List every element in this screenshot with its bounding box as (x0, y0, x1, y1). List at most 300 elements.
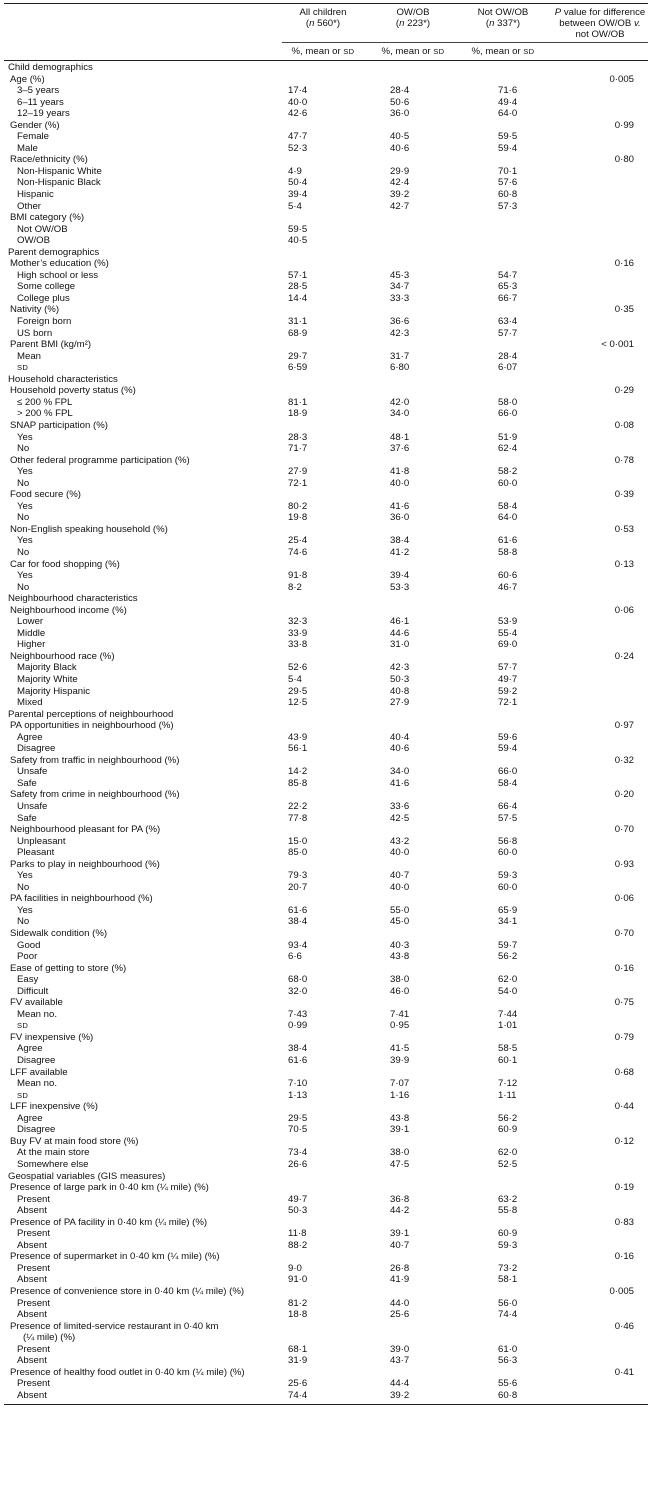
value-ow-ob: 53·3 (390, 581, 410, 593)
value-all-children (278, 1032, 368, 1044)
value-not-ow-ob (458, 524, 548, 536)
value-p: 0·06 (614, 604, 634, 616)
variable-row (0, 1136, 652, 1148)
value-all-children: 6·59 (288, 362, 308, 374)
row-label: Sidewalk condition (%) (10, 928, 108, 940)
value-all-children (278, 374, 368, 386)
value-ow-ob: 50·6 (390, 96, 410, 108)
category-row (0, 1240, 652, 1252)
row-label: Non-English speaking household (%) (10, 523, 168, 535)
value-ow-ob: 46·1 (390, 616, 410, 628)
row-label: Ease of getting to store (%) (10, 962, 127, 974)
value-ow-ob (368, 154, 458, 166)
row-label: SNAP participation (%) (10, 419, 108, 431)
category-row (0, 1344, 652, 1356)
value-all-children: 17·4 (288, 85, 308, 97)
value-not-ow-ob: 60·8 (498, 1389, 518, 1401)
value-all-children: 85·8 (288, 777, 308, 789)
value-p: 0·005 (609, 1285, 634, 1297)
value-p: 0·35 (614, 304, 634, 316)
category-row (0, 535, 652, 547)
value-ow-ob: 50·3 (390, 673, 410, 685)
value-all-children: 29·5 (288, 1112, 308, 1124)
value-not-ow-ob (458, 385, 548, 397)
value-p (548, 85, 652, 97)
category-row (0, 201, 652, 213)
row-label: FV available (10, 997, 63, 1009)
row-label: Pleasant (17, 847, 55, 859)
value-all-children: 31·9 (288, 1355, 308, 1367)
value-p: 0·08 (614, 419, 634, 431)
row-label: Yes (17, 870, 33, 882)
value-p (548, 1171, 652, 1183)
value-ow-ob: 42·3 (390, 327, 410, 339)
value-ow-ob (368, 1251, 458, 1263)
value-ow-ob (368, 1032, 458, 1044)
value-all-children: 29·7 (288, 350, 308, 362)
value-all-children: 43·9 (288, 731, 308, 743)
row-label: Disagree (17, 743, 56, 755)
section-row (0, 709, 652, 721)
value-not-ow-ob (458, 755, 548, 767)
value-all-children: 38·4 (288, 916, 308, 928)
row-label: Presence of PA facility in 0·40 km (¼ mile) (%) (10, 1216, 208, 1228)
value-all-children (278, 1171, 368, 1183)
value-p (548, 940, 652, 952)
value-p (548, 97, 652, 109)
value-all-children (278, 1251, 368, 1263)
value-p (548, 408, 652, 420)
row-label: BMI category (%) (10, 212, 85, 224)
row-label: Middle (17, 627, 46, 639)
value-ow-ob (368, 755, 458, 767)
value-ow-ob: 43·2 (390, 835, 410, 847)
p-line1: value for difference (561, 7, 646, 18)
value-all-children: 68·1 (288, 1343, 308, 1355)
value-not-ow-ob (458, 62, 548, 74)
value-ow-ob: 41·5 (390, 1043, 410, 1055)
value-all-children: 74·6 (288, 546, 308, 558)
category-row (0, 270, 652, 282)
value-ow-ob: 7·07 (390, 1078, 410, 1090)
value-all-children (278, 1136, 368, 1148)
value-all-children: 77·8 (288, 812, 308, 824)
category-row (0, 328, 652, 340)
value-ow-ob: 48·1 (390, 431, 410, 443)
value-all-children: 32·3 (288, 616, 308, 628)
value-p: 0·16 (614, 962, 634, 974)
row-label: Absent (17, 1309, 47, 1321)
value-all-children (278, 720, 368, 732)
header-n-value: 560* (314, 18, 337, 29)
row-label: Hispanic (17, 189, 54, 201)
value-p (548, 1378, 652, 1390)
value-ow-ob: 6·80 (390, 362, 410, 374)
value-p (548, 189, 652, 201)
category-row (0, 1055, 652, 1067)
header-n-label: n (399, 18, 405, 29)
value-p (548, 512, 652, 524)
value-ow-ob (368, 339, 458, 351)
value-all-children: 14·4 (288, 292, 308, 304)
value-not-ow-ob: 59·4 (498, 142, 518, 154)
variable-row (0, 1101, 652, 1113)
category-row (0, 1378, 652, 1390)
value-not-ow-ob (458, 120, 548, 132)
p-line2-v: v. (633, 18, 641, 29)
category-row (0, 974, 652, 986)
value-all-children: 59·5 (288, 223, 308, 235)
p-line3: not OW/OB (575, 29, 625, 40)
value-all-children: 12·5 (288, 697, 308, 709)
category-row (0, 732, 652, 744)
row-label: Absent (17, 1205, 47, 1217)
row-label: Female (17, 131, 49, 143)
value-ow-ob: 40·0 (390, 477, 410, 489)
value-not-ow-ob: 65·3 (498, 281, 518, 293)
variable-row (0, 212, 652, 224)
value-all-children: 38·4 (288, 1043, 308, 1055)
value-not-ow-ob (458, 928, 548, 940)
value-ow-ob (368, 859, 458, 871)
row-label: Non-Hispanic White (17, 165, 102, 177)
row-label: (¼ mile) (%) (23, 1332, 76, 1344)
header-not-ow-ob (458, 7, 548, 40)
category-row (0, 466, 652, 478)
value-p (548, 1355, 652, 1367)
variable-row (0, 997, 652, 1009)
value-ow-ob (368, 789, 458, 801)
variable-row (0, 963, 652, 975)
value-p (548, 1159, 652, 1171)
category-row (0, 478, 652, 490)
row-label: Parent BMI (kg/m²) (10, 339, 92, 351)
value-not-ow-ob (458, 651, 548, 663)
category-row (0, 108, 652, 120)
value-ow-ob: 40·0 (390, 847, 410, 859)
value-all-children (278, 928, 368, 940)
row-label: Majority Black (17, 662, 77, 674)
value-not-ow-ob: 62·0 (498, 974, 518, 986)
value-not-ow-ob: 63·4 (498, 316, 518, 328)
value-p (548, 801, 652, 813)
value-p (548, 1344, 652, 1356)
value-all-children: 68·0 (288, 974, 308, 986)
value-p (548, 270, 652, 282)
value-p: 0·46 (614, 1320, 634, 1332)
value-ow-ob: 44·2 (390, 1205, 410, 1217)
value-ow-ob: 38·4 (390, 535, 410, 547)
category-row (0, 143, 652, 155)
value-p (548, 1020, 652, 1032)
category-row (0, 582, 652, 594)
value-ow-ob: 44·4 (390, 1378, 410, 1390)
value-ow-ob (368, 824, 458, 836)
category-row (0, 616, 652, 628)
value-not-ow-ob (458, 1217, 548, 1229)
value-all-children: 52·3 (288, 142, 308, 154)
value-not-ow-ob: 72·1 (498, 697, 518, 709)
value-ow-ob: 44·0 (390, 1297, 410, 1309)
row-label: No (17, 881, 30, 893)
value-ow-ob: 41·9 (390, 1274, 410, 1286)
value-p (548, 743, 652, 755)
value-not-ow-ob: 54·0 (498, 985, 518, 997)
header-bottom-rule (4, 60, 648, 61)
value-p (548, 916, 652, 928)
value-ow-ob: 37·6 (390, 443, 410, 455)
value-all-children (278, 1321, 368, 1333)
variable-row (0, 1182, 652, 1194)
value-p (548, 1055, 652, 1067)
value-p: 0·80 (614, 154, 634, 166)
value-ow-ob: 40·5 (390, 131, 410, 143)
header-title: OW/OB (396, 7, 430, 18)
category-row (0, 1228, 652, 1240)
row-label: Mean (17, 350, 41, 362)
value-ow-ob (368, 247, 458, 259)
variable-row (0, 1217, 652, 1229)
value-not-ow-ob: 49·4 (498, 96, 518, 108)
value-all-children (278, 859, 368, 871)
value-all-children (278, 709, 368, 721)
category-row (0, 501, 652, 513)
value-ow-ob: 40·0 (390, 881, 410, 893)
row-label: Easy (17, 974, 39, 986)
value-p (548, 732, 652, 744)
variable-row (0, 524, 652, 536)
value-ow-ob: 42·4 (390, 177, 410, 189)
value-not-ow-ob: 60·1 (498, 1055, 518, 1067)
value-p: 0·32 (614, 754, 634, 766)
value-all-children: 5·4 (288, 673, 302, 685)
subheader-row (0, 43, 652, 60)
value-p (548, 1147, 652, 1159)
row-label: Absent (17, 1274, 47, 1286)
value-p (548, 1332, 652, 1344)
category-row (0, 1043, 652, 1055)
value-not-ow-ob: 59·6 (498, 731, 518, 743)
value-not-ow-ob: 66·7 (498, 292, 518, 304)
value-ow-ob (368, 605, 458, 617)
value-ow-ob: 31·0 (390, 639, 410, 651)
value-ow-ob: 27·9 (390, 697, 410, 709)
value-p: 0·70 (614, 824, 634, 836)
row-label: Majority White (17, 673, 78, 685)
value-ow-ob (368, 420, 458, 432)
category-row (0, 1274, 652, 1286)
value-p: 0·16 (614, 1251, 634, 1263)
category-row (0, 1390, 652, 1402)
value-p (548, 224, 652, 236)
variable-row (0, 385, 652, 397)
value-ow-ob: 36·0 (390, 108, 410, 120)
value-all-children: 31·1 (288, 316, 308, 328)
value-p (548, 143, 652, 155)
row-label: Present (17, 1228, 51, 1240)
header-n: (n 223*) (395, 18, 431, 29)
row-label: Other federal programme participation (%) (10, 454, 190, 466)
row-label: Yes (17, 431, 33, 443)
value-not-ow-ob (458, 304, 548, 316)
value-all-children: 9·0 (288, 1262, 302, 1274)
value-ow-ob (368, 651, 458, 663)
variable-row (0, 258, 652, 270)
value-p (548, 362, 652, 374)
category-row (0, 801, 652, 813)
value-all-children: 81·1 (288, 396, 308, 408)
value-all-children: 73·4 (288, 1147, 308, 1159)
value-all-children: 6·6 (288, 951, 302, 963)
value-ow-ob: 47·5 (390, 1158, 410, 1170)
value-not-ow-ob (458, 1032, 548, 1044)
row-label: Safe (17, 812, 37, 824)
row-label: Good (17, 939, 41, 951)
value-not-ow-ob: 59·3 (498, 870, 518, 882)
value-p (548, 616, 652, 628)
value-all-children: 70·5 (288, 1124, 308, 1136)
value-not-ow-ob: 51·9 (498, 431, 518, 443)
category-row (0, 1078, 652, 1090)
value-ow-ob (368, 524, 458, 536)
value-ow-ob: 34·7 (390, 281, 410, 293)
variable-row (0, 755, 652, 767)
value-p (548, 397, 652, 409)
header-all-children (278, 7, 368, 40)
value-all-children: 18·8 (288, 1309, 308, 1321)
value-ow-ob (368, 997, 458, 1009)
value-all-children (278, 489, 368, 501)
header-n-label: n (489, 18, 495, 29)
value-all-children: 68·9 (288, 327, 308, 339)
value-p (548, 281, 652, 293)
row-label: Non-Hispanic Black (17, 177, 101, 189)
header-n-value: 223* (404, 18, 427, 29)
row-label: Present (17, 1297, 51, 1309)
category-row (0, 986, 652, 998)
value-ow-ob (368, 455, 458, 467)
variable-row (0, 605, 652, 617)
value-not-ow-ob: 73·2 (498, 1262, 518, 1274)
value-not-ow-ob: 61·0 (498, 1343, 518, 1355)
value-not-ow-ob: 7·12 (498, 1078, 518, 1090)
value-p (548, 974, 652, 986)
value-not-ow-ob: 66·0 (498, 766, 518, 778)
row-label: Presence of healthy food outlet in 0·40 km (¼ mile) (%) (10, 1366, 245, 1378)
table-body (0, 62, 652, 1401)
row-label: Yes (17, 535, 33, 547)
category-row (0, 235, 652, 247)
value-not-ow-ob: 56·2 (498, 951, 518, 963)
value-all-children: 80·2 (288, 500, 308, 512)
value-not-ow-ob: 28·4 (498, 350, 518, 362)
value-all-children: 47·7 (288, 131, 308, 143)
value-all-children: 25·4 (288, 535, 308, 547)
value-p (548, 432, 652, 444)
row-label: Car for food shopping (%) (10, 558, 120, 570)
category-row (0, 674, 652, 686)
category-row (0, 813, 652, 825)
variable-row (0, 304, 652, 316)
category-row (0, 847, 652, 859)
value-ow-ob: 43·7 (390, 1355, 410, 1367)
value-p (548, 1090, 652, 1102)
variable-row (0, 489, 652, 501)
value-all-children: 27·9 (288, 466, 308, 478)
value-ow-ob (368, 212, 458, 224)
value-all-children: 18·9 (288, 408, 308, 420)
value-not-ow-ob: 56·0 (498, 1297, 518, 1309)
value-all-children: 91·0 (288, 1274, 308, 1286)
top-rule (4, 3, 648, 4)
row-label: Present (17, 1262, 51, 1274)
value-ow-ob (368, 1321, 458, 1333)
row-label: Male (17, 142, 38, 154)
value-not-ow-ob: 56·2 (498, 1112, 518, 1124)
row-label: PA opportunities in neighbourhood (%) (10, 720, 174, 732)
row-label: Child demographics (8, 62, 93, 73)
category-row (0, 432, 652, 444)
header-title: All children (299, 7, 347, 18)
category-row (0, 293, 652, 305)
value-not-ow-ob (458, 997, 548, 1009)
section-row (0, 62, 652, 74)
value-not-ow-ob: 57·3 (498, 200, 518, 212)
value-not-ow-ob (458, 1171, 548, 1183)
value-not-ow-ob: 60·9 (498, 1228, 518, 1240)
value-p (548, 547, 652, 559)
section-row (0, 247, 652, 259)
value-ow-ob: 25·6 (390, 1309, 410, 1321)
row-label: Presence of limited-service restaurant in 0·40 km (10, 1320, 219, 1332)
value-p (548, 1390, 652, 1402)
value-ow-ob: 40·6 (390, 142, 410, 154)
category-row (0, 547, 652, 559)
value-p (548, 628, 652, 640)
value-not-ow-ob: 57·5 (498, 812, 518, 824)
value-p (548, 535, 652, 547)
value-not-ow-ob (458, 963, 548, 975)
category-row (0, 870, 652, 882)
row-label: At the main store (17, 1147, 90, 1159)
value-all-children: 40·0 (288, 96, 308, 108)
value-p: 0·24 (614, 650, 634, 662)
row-label: Disagree (17, 1055, 56, 1067)
value-not-ow-ob (458, 1067, 548, 1079)
value-p (548, 813, 652, 825)
value-ow-ob: 39·1 (390, 1124, 410, 1136)
value-all-children (278, 385, 368, 397)
value-ow-ob: 1·16 (390, 1089, 410, 1101)
value-p (548, 466, 652, 478)
value-p (548, 1113, 652, 1125)
value-ow-ob: 36·8 (390, 1193, 410, 1205)
row-label: Yes (17, 500, 33, 512)
value-all-children (278, 455, 368, 467)
value-ow-ob (368, 489, 458, 501)
row-label: Yes (17, 904, 33, 916)
value-not-ow-ob: 70·1 (498, 165, 518, 177)
category-row (0, 224, 652, 236)
row-label: Higher (17, 639, 46, 651)
category-row (0, 639, 652, 651)
value-ow-ob: 38·0 (390, 1147, 410, 1159)
value-all-children (278, 559, 368, 571)
header-n: (n 560*) (305, 18, 341, 29)
category-row (0, 85, 652, 97)
value-ow-ob: 41·6 (390, 500, 410, 512)
value-not-ow-ob (458, 374, 548, 386)
